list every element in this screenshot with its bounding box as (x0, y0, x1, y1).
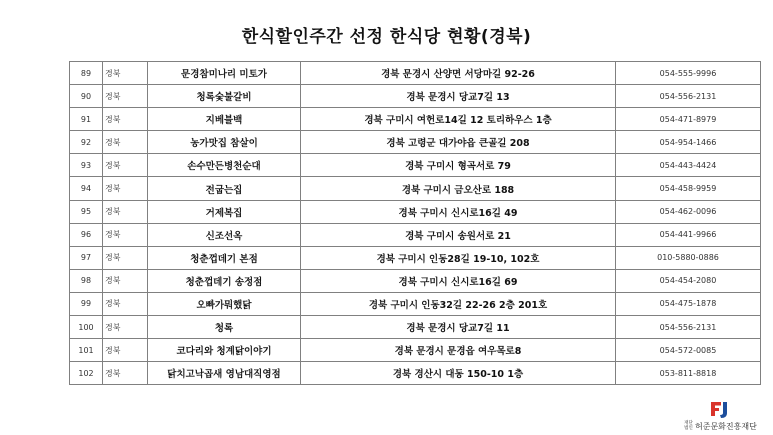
row-address: 경북 문경시 당교7길 11 (301, 316, 616, 339)
row-number: 102 (70, 362, 103, 385)
table-row (70, 108, 761, 131)
row-number: 95 (70, 200, 103, 223)
row-region: 경북 (103, 292, 148, 315)
row-region: 경북 (103, 177, 148, 200)
row-phone: 054-441-9966 (616, 223, 761, 246)
row-phone: 054-471-8979 (616, 108, 761, 131)
row-address: 경북 경산시 대동 150-10 1층 (301, 362, 616, 385)
row-restaurant-name: 청록숯불갈비 (148, 85, 301, 108)
row-restaurant-name: 전굽는집 (148, 177, 301, 200)
row-address: 경북 문경시 산양면 서당마길 92-26 (301, 62, 616, 85)
row-number: 94 (70, 177, 103, 200)
row-number: 89 (70, 62, 103, 85)
row-phone: 054-555-9996 (616, 62, 761, 85)
row-address: 경북 문경시 문경읍 여우목로8 (301, 339, 616, 362)
row-address: 경북 문경시 당교7길 13 (301, 85, 616, 108)
table-row (70, 85, 761, 108)
row-address: 경북 구미시 신시로16길 49 (301, 200, 616, 223)
table-row (70, 177, 761, 200)
foundation-logo-name: 허준문화진흥재단 (695, 422, 757, 431)
row-restaurant-name: 닭치고낙곱새 영남대직영점 (148, 362, 301, 385)
row-restaurant-name: 청록 (148, 316, 301, 339)
row-number: 93 (70, 154, 103, 177)
row-address: 경북 구미시 금오산로 188 (301, 177, 616, 200)
row-phone: 054-556-2131 (616, 316, 761, 339)
row-number: 98 (70, 269, 103, 292)
row-number: 100 (70, 316, 103, 339)
row-phone: 054-475-1878 (616, 292, 761, 315)
row-number: 99 (70, 292, 103, 315)
table-row (70, 316, 761, 339)
row-phone: 054-458-9959 (616, 177, 761, 200)
foundation-logo-icon (710, 401, 730, 419)
row-region: 경북 (103, 62, 148, 85)
row-region: 경북 (103, 269, 148, 292)
row-phone: 054-572-0085 (616, 339, 761, 362)
row-address: 경북 구미시 형곡서로 79 (301, 154, 616, 177)
row-address: 경북 구미시 인동32길 22-26 2층 201호 (301, 292, 616, 315)
page-title: 한식할인주간 선정 한식당 현황(경북) (241, 27, 532, 47)
row-region: 경북 (103, 223, 148, 246)
row-number: 96 (70, 223, 103, 246)
row-restaurant-name: 청춘껍데기 본점 (148, 246, 301, 269)
row-phone: 054-954-1466 (616, 131, 761, 154)
table-row (70, 269, 761, 292)
row-phone: 054-556-2131 (616, 85, 761, 108)
table-row (70, 223, 761, 246)
table-row (70, 62, 761, 85)
row-address: 경북 구미시 여헌로14길 12 토리하우스 1층 (301, 108, 616, 131)
table-row (70, 131, 761, 154)
row-region: 경북 (103, 246, 148, 269)
row-phone: 010-5880-0886 (616, 246, 761, 269)
table-row (70, 246, 761, 269)
row-number: 92 (70, 131, 103, 154)
row-number: 101 (70, 339, 103, 362)
row-number: 97 (70, 246, 103, 269)
row-number: 91 (70, 108, 103, 131)
row-address: 경북 구미시 인동28길 19-10, 102호 (301, 246, 616, 269)
row-region: 경북 (103, 154, 148, 177)
table-row (70, 200, 761, 223)
row-restaurant-name: 오빠가뭐했닭 (148, 292, 301, 315)
row-region: 경북 (103, 108, 148, 131)
foundation-logo (682, 401, 770, 431)
table-row (70, 362, 761, 385)
row-region: 경북 (103, 200, 148, 223)
row-restaurant-name: 청춘껍데기 송정점 (148, 269, 301, 292)
table-row (70, 339, 761, 362)
row-region: 경북 (103, 131, 148, 154)
row-restaurant-name: 신조선옥 (148, 223, 301, 246)
row-number: 90 (70, 85, 103, 108)
row-region: 경북 (103, 339, 148, 362)
table-row (70, 154, 761, 177)
row-phone: 054-454-2080 (616, 269, 761, 292)
row-restaurant-name: 손수만든병천순대 (148, 154, 301, 177)
row-phone: 053-811-8818 (616, 362, 761, 385)
row-address: 경북 구미시 신시로16길 69 (301, 269, 616, 292)
row-phone: 054-462-0096 (616, 200, 761, 223)
foundation-logo-small-text: 재단법인 (684, 421, 693, 431)
row-address: 경북 고령군 대가야읍 큰골길 208 (301, 131, 616, 154)
row-phone: 054-443-4424 (616, 154, 761, 177)
restaurant-table (69, 61, 761, 385)
table-row (70, 292, 761, 315)
row-restaurant-name: 농가맛집 참살이 (148, 131, 301, 154)
row-restaurant-name: 문경참미나리 미토가 (148, 62, 301, 85)
row-restaurant-name: 지베블백 (148, 108, 301, 131)
row-region: 경북 (103, 316, 148, 339)
row-restaurant-name: 코다리와 청계닭이야기 (148, 339, 301, 362)
row-region: 경북 (103, 362, 148, 385)
row-region: 경북 (103, 85, 148, 108)
row-restaurant-name: 거제복집 (148, 200, 301, 223)
restaurant-table-body (70, 62, 761, 385)
row-address: 경북 구미시 송원서로 21 (301, 223, 616, 246)
